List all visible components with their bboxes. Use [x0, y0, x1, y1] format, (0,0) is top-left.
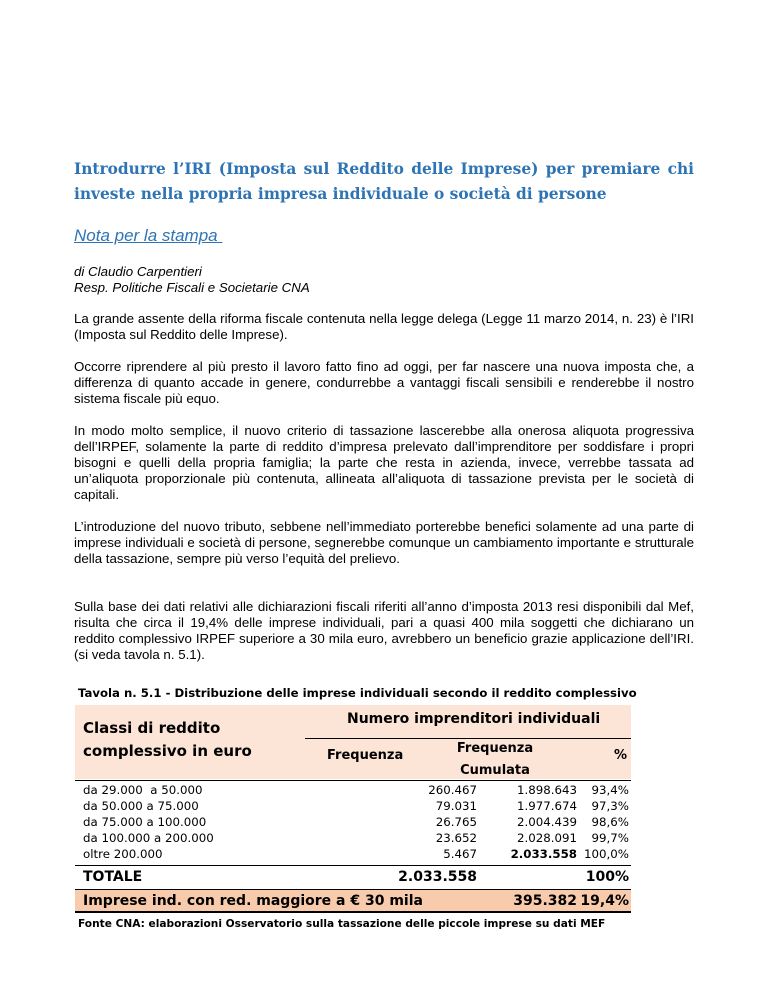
paragraph-4: L’introduzione del nuovo tributo, sebbene nell’immediato porterebbe benefici solamente ad una parte di imprese individuali e società di persone, segnerebbe comunque un cambiamento importante e strutturale della tassazione, sempre più verso l’equità del prelievo. — [74, 519, 694, 566]
document-title: Introdurre l’IRI (Imposta sul Reddito delle Imprese) per premiare chi investe nella propria impresa individuale o società di persone — [74, 160, 694, 203]
row-frequency: 260.467 — [428, 783, 477, 797]
row-percent: 100,0% — [584, 847, 629, 861]
header-cumulative-frequency — [445, 738, 545, 782]
row-percent: 99,7% — [591, 831, 629, 845]
paragraph-1: La grande assente della riforma fiscale contenuta nella legge delega (Legge 11 marzo 2014, n. 23) è l’IRI (Imposta sul Reddito delle Imprese). — [74, 311, 694, 342]
row-cumulative: 2.028.091 — [516, 831, 577, 845]
row-frequency: 26.765 — [435, 815, 477, 829]
row-class: da 100.000 a 200.000 — [83, 831, 214, 845]
row-percent: 97,3% — [591, 799, 629, 813]
header-cumulative-line2: Cumulata — [460, 763, 530, 778]
paragraph-3: In modo molto semplice, il nuovo criterio di tassazione lascerebbe alla onerosa aliquota progressiva dell’IRPEF, solamente la parte di reddito d’impresa prelevato dall’imprenditore per soddisfare i propri bisogni e quelli della propria famiglia; la parte che resta in azienda, invece, verrebbe tassata ad un’aliquota proporzionale più contenuta, allineata all’aliquota di tassazione prevista per le società di capitali. — [74, 423, 694, 502]
author-role: Resp. Politiche Fiscali e Societarie CNA — [74, 280, 310, 295]
row-class: oltre 200.000 — [83, 847, 163, 861]
total-row — [75, 866, 631, 888]
row-cumulative: 2.033.558 — [510, 847, 577, 861]
table-source-note: Fonte CNA: elaborazioni Osservatorio sulla tassazione delle piccole imprese su dati MEF — [78, 918, 606, 930]
header-cumulative-line1: Frequenza — [456, 741, 534, 756]
author-block — [74, 264, 310, 296]
table-row — [75, 782, 631, 799]
row-class: da 50.000 a 75.000 — [83, 799, 199, 813]
highlight-row — [75, 889, 631, 913]
paragraph-5: Sulla base dei dati relativi alle dichiarazioni fiscali riferiti all’anno d’imposta 2013 resi disponibili dal Mef, risulta che circa il 19,4% delle imprese individuali, pari a quasi 400 mila soggetti che dichiarano un reddito complessivo IRPEF superiore a 30 mila euro, avrebbero un beneficio grazie applicazione dell’IRI. (si veda tavola n. 5.1). — [74, 599, 694, 662]
paragraph-2: Occorre riprendere al più presto il lavoro fatto fino ad oggi, per far nascere una nuova imposta che, a differenza di quanto accade in genere, condurrebbe a vantaggi fiscali sensibili e renderebbe il nostro sistema fiscale più equo. — [74, 359, 694, 406]
header-income-classes-line2: complessivo in euro — [83, 742, 252, 760]
total-frequency: 2.033.558 — [398, 869, 477, 885]
highlight-value: 395.382 — [513, 893, 577, 909]
highlight-percent: 19,4% — [580, 893, 629, 909]
row-frequency: 5.467 — [443, 847, 477, 861]
highlight-label: Imprese ind. con red. maggiore a € 30 mila — [83, 893, 423, 909]
table-row — [75, 814, 631, 831]
header-percent: % — [613, 748, 627, 763]
header-income-classes — [83, 717, 252, 763]
row-percent: 98,6% — [591, 815, 629, 829]
row-class: da 75.000 a 100.000 — [83, 815, 207, 829]
row-frequency: 23.652 — [435, 831, 477, 845]
table-row — [75, 846, 631, 863]
row-class: da 29.000 a 50.000 — [83, 783, 203, 797]
row-percent: 93,4% — [591, 783, 629, 797]
press-note-subtitle: Nota per la stampa — [74, 226, 223, 245]
total-percent: 100% — [585, 869, 629, 885]
header-bottom-border — [75, 780, 631, 781]
row-cumulative: 2.004.439 — [516, 815, 577, 829]
header-group-entrepreneurs: Numero imprenditori individuali — [347, 711, 601, 727]
row-cumulative: 1.977.674 — [516, 799, 577, 813]
table-title: Tavola n. 5.1 - Distribuzione delle imprese individuali secondo il reddito complessivo — [78, 686, 637, 700]
table-row — [75, 798, 631, 815]
table-row — [75, 830, 631, 847]
header-frequency: Frequenza — [327, 748, 404, 763]
row-frequency: 79.031 — [435, 799, 477, 813]
row-cumulative: 1.898.643 — [516, 783, 577, 797]
total-label: TOTALE — [83, 869, 143, 885]
header-income-classes-line1: Classi di reddito — [83, 719, 221, 737]
author-name: di Claudio Carpentieri — [74, 264, 202, 279]
income-distribution-table — [75, 705, 631, 914]
